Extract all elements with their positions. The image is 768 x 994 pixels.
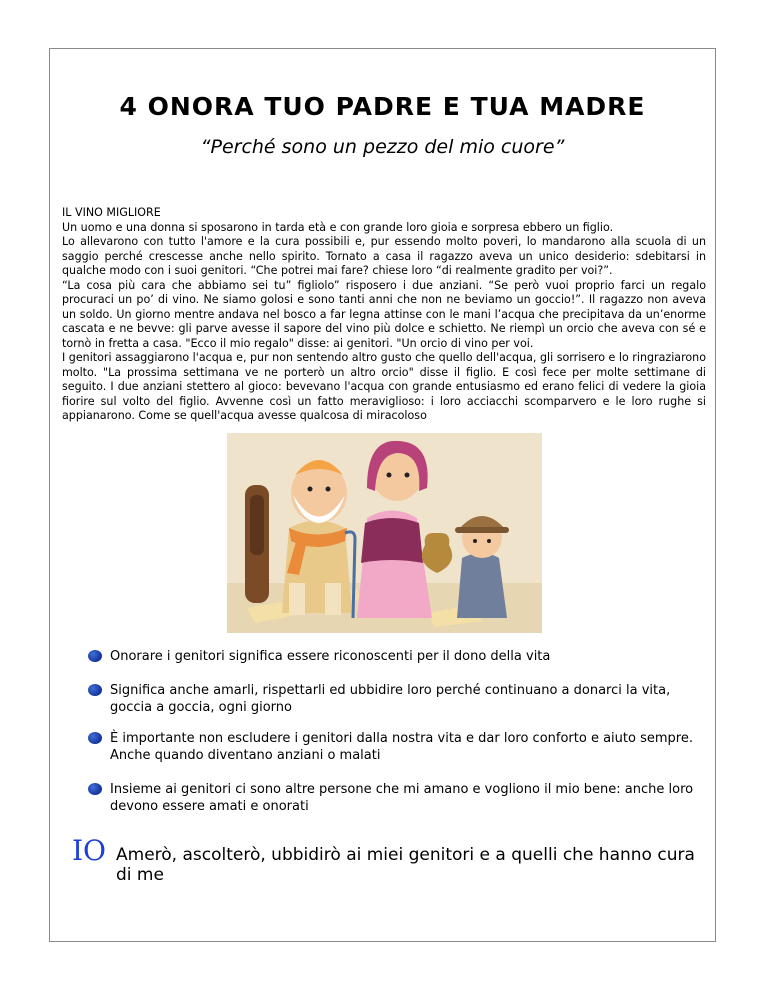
bullet-text: Onorare i genitori significa essere riconoscenti per il dono della vita bbox=[110, 649, 551, 664]
story-text bbox=[62, 206, 706, 424]
bullet-text: Insieme ai genitori ci sono altre persone che mi amano e vogliono il mio bene: anche loro devono essere amati e onorati bbox=[110, 782, 694, 814]
io-statement bbox=[72, 836, 712, 885]
bullet-icon bbox=[88, 684, 102, 696]
bullet-icon bbox=[88, 783, 102, 795]
io-text: Amerò, ascolterò, ubbidirò ai miei genitori e a quelli che hanno cura di me bbox=[116, 845, 695, 885]
bullet-text: Significa anche amarli, rispettarli ed ubbidire loro perché continuano a donarci la vita, goccia a goccia, ogni giorno bbox=[110, 683, 671, 715]
page-title: 4 ONORA TUO PADRE E TUA MADRE bbox=[119, 92, 646, 121]
list-item bbox=[88, 781, 708, 815]
story-paragraph: Un uomo e una donna si sposarono in tarda età e con grande loro gioia e sorpresa ebbero un figlio. bbox=[62, 220, 614, 234]
bullet-text: È importante non escludere i genitori dalla nostra vita e dar loro conforto e aiuto sempre. Anche quando diventano anziani o malati bbox=[110, 731, 693, 763]
list-item bbox=[88, 682, 708, 716]
list-item bbox=[88, 730, 708, 764]
story-heading: IL VINO MIGLIORE bbox=[62, 206, 161, 219]
io-label: IO bbox=[72, 834, 107, 867]
story-paragraph: I genitori assaggiarono l'acqua e, pur non sentendo altro gusto che quello dell'acqua, gli sorrisero e lo ringraziarono molto. "La prossima settimana ve ne porterò un altro orcio" disse il figlio. E così fece per molte settimane di seguito. I due anziani stettero al gioco: bevevano l'acqua con grande entusiasmo ed erano felici di vedere la gioia fiorire sul volto del figlio. Avvenne così un fatto meraviglioso: i loro acciacchi scomparvero e le loro rughe si appianarono. Come se quell'acqua avesse qualcosa di miracoloso bbox=[62, 351, 706, 422]
bullet-list bbox=[88, 648, 708, 832]
list-item bbox=[88, 648, 708, 665]
story-paragraph: Lo allevarono con tutto l'amore e la cura possibili e, pur essendo molto poveri, lo mandarono alla scuola di un saggio perché crescesse anche nello spirito. Tornato a casa il ragazzo aveva un unico desiderio: sdebitarsi in qualche modo con i suoi genitori. “Che potrei mai fare? chiese loro “di realmente gradito per voi?”. bbox=[62, 235, 706, 277]
family-illustration bbox=[227, 433, 542, 633]
story-paragraph: “La cosa più cara che abbiamo sei tu” figliolo” risposero i due anziani. “Se però vuoi proprio farci un regalo procuraci un po’ di vino. Ne siamo golosi e sono tanti anni che non ne beviamo un goccio!”. Il ragazzo non aveva un soldo. Un giorno mentre andava nel bosco a far legna attinse con le mani l’acqua che precipitava da un’enorme cascata e ne bevve: gli parve avesse il sapore del vino più dolce e schietto. Ne riempì un orcio che aveva con sé e tornò in fretta a casa. "Ecco il mio regalo" disse: ai genitori. "Un orcio di vino per voi. bbox=[62, 278, 706, 350]
page-subtitle: “Perché sono un pezzo del mio cuore” bbox=[200, 136, 565, 158]
bullet-icon bbox=[88, 650, 102, 662]
bullet-icon bbox=[88, 732, 102, 744]
